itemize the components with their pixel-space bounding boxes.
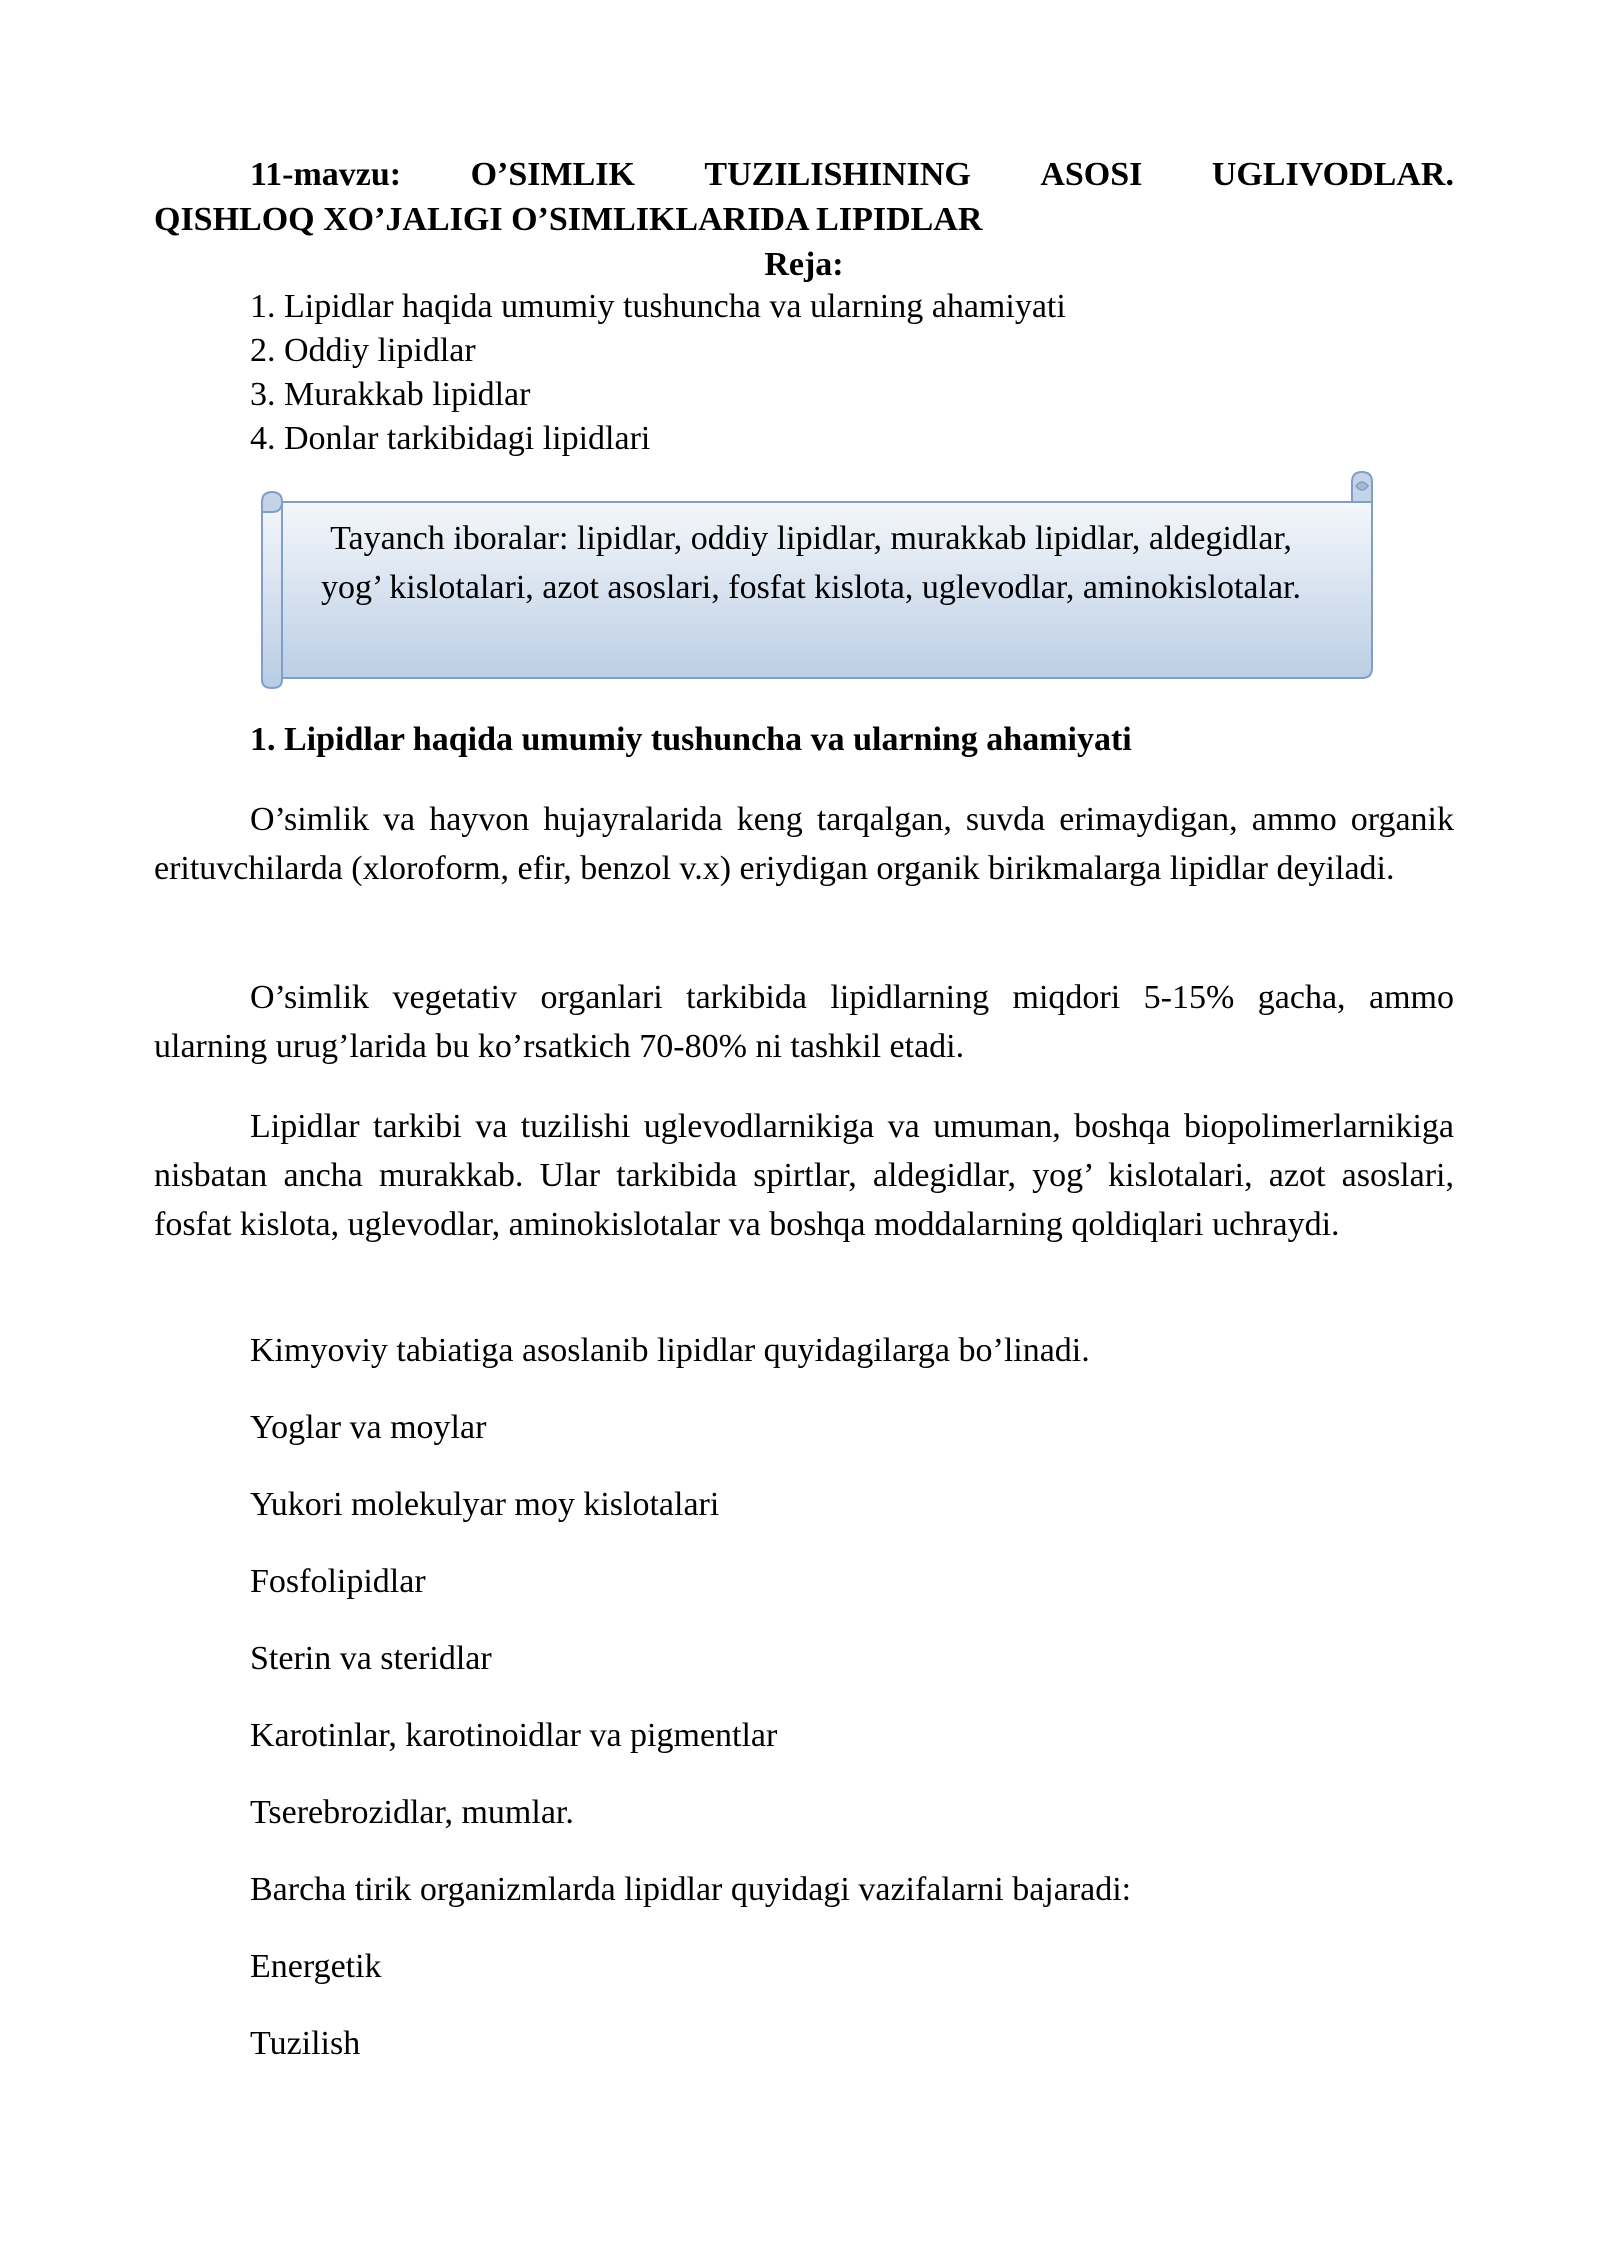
plan-item: 3. Murakkab lipidlar — [250, 376, 531, 413]
plan-heading: Reja: — [764, 246, 844, 283]
plan-item: 2. Oddiy lipidlar — [250, 332, 476, 369]
section-1-heading: 1. Lipidlar haqida umumiy tushuncha va ularning ahamiyati — [250, 721, 1132, 758]
classification-intro: Kimyoviy tabiatiga asoslanib lipidlar quyidagilarga bo’linadi. — [250, 1332, 1090, 1369]
paragraph: Lipidlar tarkibi va tuzilishi uglevodlarnikiga va umuman, boshqa biopolimerlarnikiga nisbatan ancha murakkab. Ular tarkibida spirtlar, aldegidlar, yog’ kislotalari, azot asoslari, fosfat kislota, uglevodlar, aminokislotalar va boshqa moddalarning qoldiqlari uchraydi. — [154, 1108, 1454, 1243]
topic-title-line-1 — [154, 152, 1454, 197]
key-terms-scroll-box — [248, 468, 1392, 690]
topic-title — [154, 152, 1454, 242]
paragraph: O’simlik va hayvon hujayralarida keng tarqalgan, suvda erimaydigan, ammo organik erituvchilarda (xloroform, efir, benzol v.x) eriydigan organik birikmalarga lipidlar deyiladi. — [154, 801, 1454, 887]
plan-item: 1. Lipidlar haqida umumiy tushuncha va ularning ahamiyati — [250, 288, 1066, 325]
lipid-class-item: Karotinlar, karotinoidlar va pigmentlar — [250, 1717, 778, 1754]
title-word: 11-mavzu: — [250, 156, 402, 193]
function-item: Energetik — [250, 1948, 382, 1985]
function-item: Tuzilish — [250, 2025, 361, 2062]
title-word: ASOSI — [1040, 156, 1143, 193]
plan-list — [250, 285, 1066, 461]
lipid-class-item: Fosfolipidlar — [250, 1563, 426, 1600]
key-terms-text: Tayanch iboralar: lipidlar, oddiy lipidlar, murakkab lipidlar, aldegidlar, yog’ kislotalari, azot asoslari, fosfat kislota, uglevodlar, aminokislotalar. — [321, 520, 1301, 606]
lipid-class-item: Yoglar va moylar — [250, 1409, 487, 1446]
title-word: UGLIVODLAR. — [1211, 156, 1454, 193]
functions-intro: Barcha tirik organizmlarda lipidlar quyidagi vazifalarni bajaradi: — [250, 1871, 1132, 1908]
plan-item: 4. Donlar tarkibidagi lipidlari — [250, 420, 651, 457]
title-word: O’SIMLIK — [470, 156, 635, 193]
title-word: TUZILISHINING — [704, 156, 971, 193]
topic-title-line-2: QISHLOQ XO’JALIGI O’SIMLIKLARIDA LIPIDLAR — [154, 201, 983, 238]
lipid-class-item: Yukori molekulyar moy kislotalari — [250, 1486, 720, 1523]
lipid-class-item: Tserebrozidlar, mumlar. — [250, 1794, 574, 1831]
paragraph: O’simlik vegetativ organlari tarkibida lipidlarning miqdori 5-15% gacha, ammo ularning urug’larida bu ko’rsatkich 70-80% ni tashkil etadi. — [154, 979, 1454, 1065]
lipid-class-item: Sterin va steridlar — [250, 1640, 492, 1677]
